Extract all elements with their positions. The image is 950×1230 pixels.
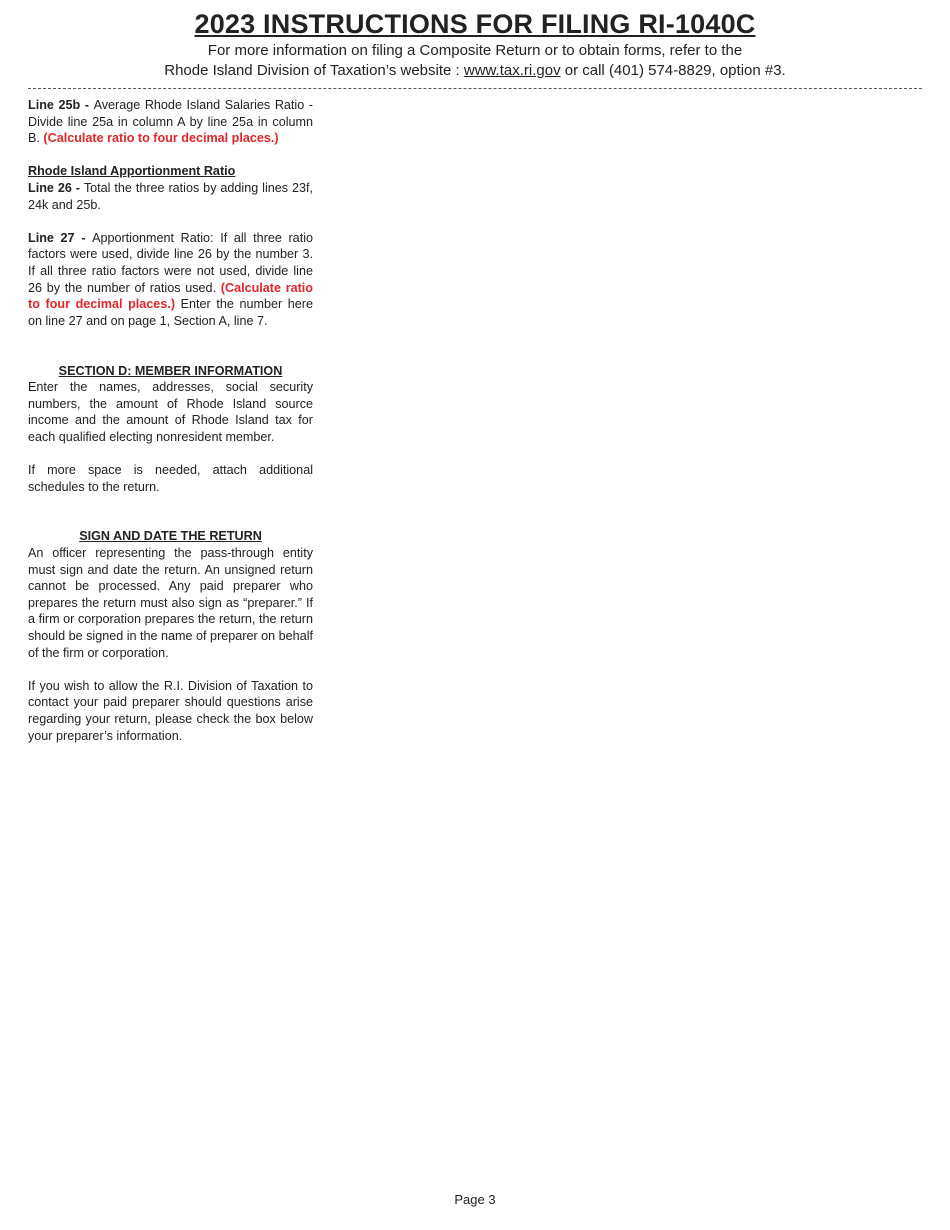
line-25b-label: Line 25b - — [28, 98, 94, 112]
page-title: 2023 INSTRUCTIONS FOR FILING RI-1040C — [194, 9, 756, 39]
line-27-text: Apportionment Ratio: If all three ratio factors were used, divide line 26 by the number 3. If all three ratio factors were not used, divide line 26 by the number of ratios used. — [28, 230, 313, 295]
header-divider — [28, 88, 922, 89]
instructions-column — [28, 97, 313, 744]
line-25b-note: (Calculate ratio to four decimal places.) — [43, 131, 279, 146]
page-header — [0, 0, 950, 81]
sign-return-heading: SIGN AND DATE THE RETURN — [79, 529, 262, 544]
page-number: Page 3 — [454, 1192, 496, 1207]
line-27-text-after: Enter the number here on line 27 and on page 1, Section A, line 7. — [28, 297, 313, 328]
sign-return-paragraph-1: An officer representing the pass-through entity must sign and date the return. An unsigned return cannot be processed. Any paid preparer who prepares the return must also sign as “preparer.” If a firm or corporation prepares the return, the return should be signed in the name of preparer on behalf of the firm or corporation. — [28, 546, 313, 660]
website-link[interactable]: www.tax.ri.gov — [463, 62, 561, 79]
line-26-text: Total the three ratios by adding lines 23f, 24k and 25b. — [28, 180, 313, 212]
line-26-paragraph — [28, 180, 313, 213]
section-d-paragraph-1: Enter the names, addresses, social security numbers, the amount of Rhode Island source income and the amount of Rhode Island tax for each qualified electing nonresident member. — [28, 380, 313, 444]
sign-return-paragraph-2: If you wish to allow the R.I. Division of Taxation to contact your paid preparer should questions arise regarding your return, please check the box below your preparer’s information. — [28, 678, 313, 743]
apportionment-ratio-heading: Rhode Island Apportionment Ratio — [28, 164, 236, 179]
info-line-2-before: Rhode Island Division of Taxation’s website : — [164, 62, 464, 79]
line-25b-text: Average Rhode Island Salaries Ratio - Divide line 25a in column A by line 25a in column B. — [28, 98, 314, 146]
line-27-paragraph — [28, 230, 313, 330]
section-d-paragraph-2: If more space is needed, attach additional schedules to the return. — [28, 463, 313, 494]
line-25b-paragraph — [28, 97, 313, 147]
info-line-2-after: or call (401) 574-8829, option #3. — [560, 62, 786, 79]
line-27-label: Line 27 - — [28, 230, 93, 245]
info-line-2 — [0, 61, 950, 81]
info-line-1: For more information on filing a Composite Return or to obtain forms, refer to the — [207, 42, 743, 59]
line-27-note: (Calculate ratio to four decimal places.) — [28, 280, 313, 312]
section-d-heading: SECTION D: MEMBER INFORMATION — [58, 363, 283, 378]
line-26-label: Line 26 - — [28, 180, 84, 195]
